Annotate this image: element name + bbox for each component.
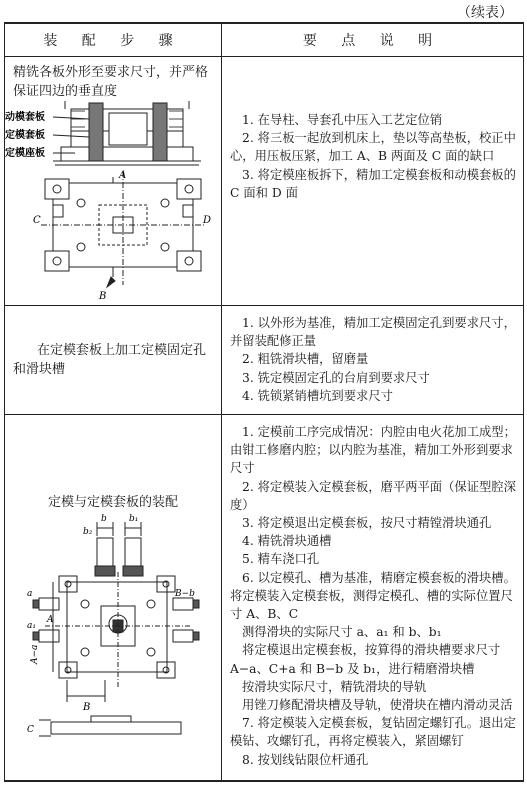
point-3-5: 5. 精车浇口孔 xyxy=(242,552,320,567)
label-a: a xyxy=(27,589,33,599)
point-3-10: 用锉刀修配滑块槽及导轨，使滑块在槽内滑动灵活 xyxy=(242,698,513,713)
figure-milling-plates xyxy=(5,101,220,301)
point-2-1: 1. 以外形为基准，精加工定模固定孔到要求尺寸，并留装配修正量 xyxy=(230,316,516,349)
figure-core-assembly xyxy=(5,512,220,762)
points-list-2 xyxy=(222,306,523,405)
step-title-2: 在定模套板上加工定模固定孔和滑块槽 xyxy=(13,343,207,377)
label-b1: b₁ xyxy=(129,514,139,524)
assembly-table xyxy=(4,22,524,782)
point-1-2: 2. 将三板一起放到机床上，垫以等高垫板，校正中心，用压板压紧，加工 A、B 两面及 C 面的缺口 xyxy=(230,131,516,164)
point-3-11: 7. 将定模装入定模套板，复钻固定螺钉孔。退出定模钻、攻螺钉孔，再将定模装入，紧固螺钉 xyxy=(230,716,516,749)
step-title-3: 定模与定模套板的装配 xyxy=(47,495,178,510)
continued-label: （续表） xyxy=(457,5,513,21)
point-3-2: 2. 将定模装入定模套板，磨平两平面（保证型腔深度） xyxy=(230,479,516,512)
table-row xyxy=(5,306,524,415)
point-3-3: 3. 将定模退出定模套板，按尺寸精镗滑块通孔 xyxy=(242,516,492,531)
point-1-3: 3. 将定模座板拆下，精加工定模套板和动模套板的 C 面和 D 面 xyxy=(230,167,516,200)
label-fixed-plate: 定模套板 xyxy=(5,130,45,141)
label-moving-plate: 动模套板 xyxy=(5,112,45,123)
point-3-4: 4. 精铣滑块通槽 xyxy=(242,534,332,549)
table-row xyxy=(5,415,524,782)
point-3-6: 6. 以定模孔、槽为基准，精磨定模套板的滑块槽。将定模装入定模套板，测得定模孔、槽的实际位置尺寸 A、B、C xyxy=(230,570,516,622)
label-B-dim: B xyxy=(83,702,91,713)
point-3-9: 按滑块实际尺寸，精铣滑块的导轨 xyxy=(242,679,427,694)
point-2-4: 4. 铣锁紧销槽坑到要求尺寸 xyxy=(242,388,393,403)
point-3-12: 8. 按划线钻限位杆通孔 xyxy=(242,752,369,767)
label-D: D xyxy=(203,215,212,226)
header-points: 要 点 说 明 xyxy=(222,23,524,57)
point-3-1: 1. 定模前工序完成情况：内腔由电火花加工成型；由钳工修磨内腔；以内腔为基准，精加工外形到要求尺寸 xyxy=(230,425,516,476)
label-a1: a₁ xyxy=(27,621,36,631)
label-A-minus-a: A−a xyxy=(30,644,40,664)
table-header-row xyxy=(5,23,524,57)
label-B-minus-b: B−b xyxy=(175,589,195,599)
header-step: 装 配 步 骤 xyxy=(5,23,222,57)
points-cell-2 xyxy=(222,306,524,415)
label-C: C xyxy=(33,215,41,226)
points-cell-1 xyxy=(222,57,524,306)
label-b: b xyxy=(101,514,107,524)
step-cell-3 xyxy=(5,415,222,782)
label-A: A xyxy=(119,170,127,181)
step-cell-2 xyxy=(5,306,222,415)
points-list-1 xyxy=(222,57,523,202)
label-C-dim: C xyxy=(27,725,34,735)
point-3-7: 测得滑块的实际尺寸 a、a₁ 和 b、b₁ xyxy=(242,625,442,640)
step-title-1: 精铣各板外形至要求尺寸，并严格保证四边的垂直度 xyxy=(13,65,209,99)
points-list-3 xyxy=(222,415,523,769)
label-seat-plate: 定模座板 xyxy=(5,148,45,159)
table-row xyxy=(5,57,524,306)
point-2-2: 2. 粗铣滑块槽，留磨量 xyxy=(242,352,369,367)
label-A-dim: A xyxy=(47,615,54,625)
label-B: B xyxy=(99,291,107,301)
point-3-8: 将定模退出定模套板，按算得的滑块槽要求尺寸 A−a、C+a 和 B−b 及 b₁，进行精磨滑块槽 xyxy=(230,643,501,676)
points-cell-3 xyxy=(222,415,524,782)
label-b2: b₂ xyxy=(83,527,93,537)
point-2-3: 3. 铣定模固定孔的台肩到要求尺寸 xyxy=(242,370,430,385)
step-cell-1 xyxy=(5,57,222,306)
point-1-1: 1. 在导柱、导套孔中压入工艺定位销 xyxy=(242,113,443,127)
